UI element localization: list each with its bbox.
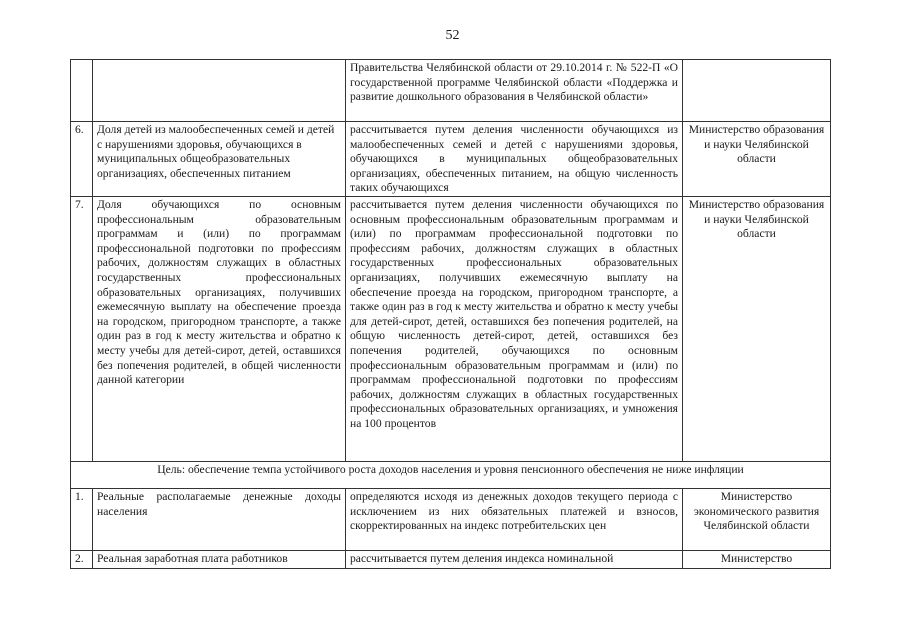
calculation-method: рассчитывается путем деления численности обучающихся по основным профессиональным образовательным программам и (или) по программам профессиональной подготовки по профессиям рабочих, должностям служащих в областных государственных профессиональных образовательных организациях, получивших ежемесячную выплату на обеспечение проезда на городском, пригородном транспорте, а также один раз в год к месту жительства и обратно к месту учебы для детей-сирот, детей, оставшихся без попечения родителей, на общую численность детей-сирот, детей, оставшихся без попечения родителей, обучающихся по основным профессиональным образовательным программам и (или) по программам профессиональной подготовки по профессиям рабочих, должностям служащих в областных государственных профессиональных образовательных организациях, и умножения на 100 процентов bbox=[346, 196, 683, 461]
indicators-table bbox=[70, 59, 831, 569]
responsible-body bbox=[683, 60, 831, 122]
row-number: 1. bbox=[71, 488, 93, 550]
responsible-body: Министерство образования и науки Челябинской области bbox=[683, 122, 831, 197]
calculation-method: рассчитывается путем деления численности обучающихся из малообеспеченных семей и детей с нарушениями здоровья, обучающихся в муниципальных общеобразовательных организациях, обеспеченных питанием, на общую численность таких обучающихся bbox=[346, 122, 683, 197]
calculation-method: определяются исходя из денежных доходов текущего периода с исключением из них обязательных платежей и взносов, скорректированных на индекс потребительских цен bbox=[346, 488, 683, 550]
row-number: 2. bbox=[71, 550, 93, 568]
responsible-body: Министерство образования и науки Челябинской области bbox=[683, 196, 831, 461]
calculation-method: рассчитывается путем деления индекса номинальной bbox=[346, 550, 683, 568]
row-number bbox=[71, 60, 93, 122]
row-number: 6. bbox=[71, 122, 93, 197]
table-row bbox=[71, 122, 831, 197]
table-row bbox=[71, 60, 831, 122]
indicator-name: Реальные располагаемые денежные доходы населения bbox=[93, 488, 346, 550]
responsible-body: Министерство экономического развития Челябинской области bbox=[683, 488, 831, 550]
indicator-name: Доля детей из малообеспеченных семей и детей с нарушениями здоровья, обучающихся в муниципальных общеобразовательных организациях, обеспеченных питанием bbox=[93, 122, 346, 197]
indicator-name: Доля обучающихся по основным профессиональным образовательным программам и (или) по программам профессиональной подготовки по профессиям рабочих, должностям служащих в областных государственных профессиональных образовательных организациях, получивших ежемесячную выплату на обеспечение проезда на городском, пригородном транспорте, а также один раз в год к месту жительства и обратно к месту учебы для детей-сирот, детей, оставшихся без попечения родителей, в общей численности данной категории bbox=[93, 196, 346, 461]
table-row bbox=[71, 550, 831, 568]
goal-row bbox=[71, 461, 831, 488]
calculation-method: Правительства Челябинской области от 29.10.2014 г. № 522-П «О государственной программе Челябинской области «Поддержка и развитие дошкольного образования в Челябинской области» bbox=[346, 60, 683, 122]
row-number: 7. bbox=[71, 196, 93, 461]
goal-text: Цель: обеспечение темпа устойчивого роста доходов населения и уровня пенсионного обеспечения не ниже инфляции bbox=[71, 461, 831, 488]
table-row bbox=[71, 196, 831, 461]
responsible-body: Министерство bbox=[683, 550, 831, 568]
indicator-name bbox=[93, 60, 346, 122]
page-number: 52 bbox=[445, 28, 460, 43]
table-row bbox=[71, 488, 831, 550]
indicator-name: Реальная заработная плата работников bbox=[93, 550, 346, 568]
